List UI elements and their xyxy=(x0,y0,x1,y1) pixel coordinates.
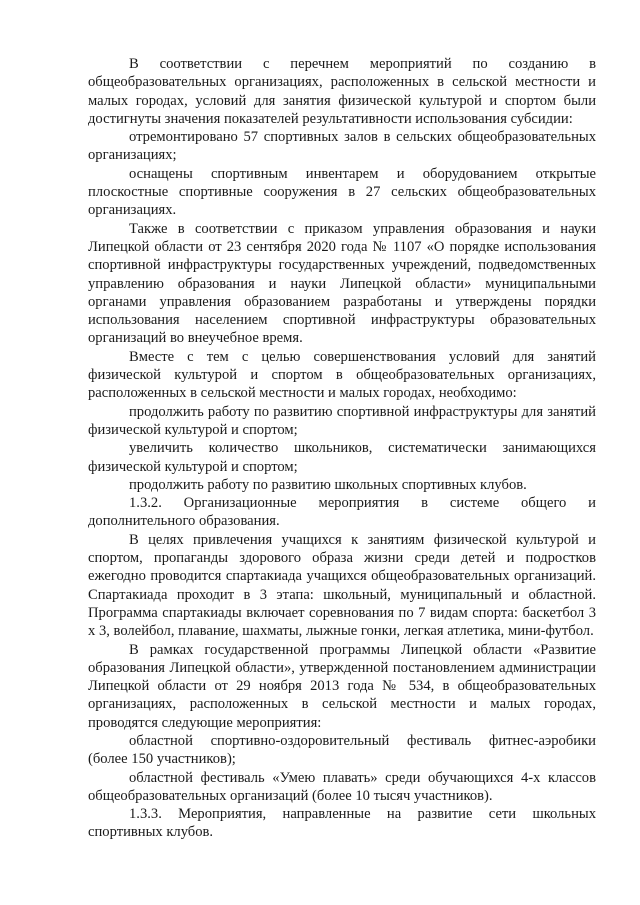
list-item-infrastructure-development: продолжить работу по развитию спортивной инфраструктуры для занятий физической культурой и спортом; xyxy=(88,403,596,438)
list-item-fitness-aerobics-festival: областной спортивно-оздоровительный фестиваль фитнес-аэробики (более 150 участников); xyxy=(88,732,596,768)
list-item-outdoor-facilities-equipped: оснащены спортивным инвентарем и оборудованием открытые плоскостные спортивные сооружения в 27 сельских общеобразовательных организациях. xyxy=(88,165,596,219)
list-item-swimming-festival: областной фестиваль «Умею плавать» среди обучающихся 4-х классов общеобразовательных организаций (более 10 тысяч участников). xyxy=(88,769,596,804)
paragraph-intro-subsidy-results: В соответствии с перечнем мероприятий по созданию в общеобразовательных организациях, расположенных в сельской местности и малых городах, условий для занятия физической культурой и спортом были достигнуты значения показателей результативности использования субсидии: xyxy=(88,56,596,127)
paragraph-state-program: В рамках государственной программы Липецкой области «Развитие образования Липецкой области», утвержденной постановлением администрации Липецкой области от 29 ноября 2013 года № 534, в общеобразовательных организациях, расположенных в сельской местности и малых городах, проводятся следующие мероприятия: xyxy=(88,641,596,731)
list-item-increase-students: увеличить количество школьников, систематически занимающихся физической культурой и спортом; xyxy=(88,440,596,475)
section-heading-1-3-2: 1.3.2. Организационные мероприятия в системе общего и дополнительного образования. xyxy=(88,495,596,530)
document-page xyxy=(88,55,596,842)
list-item-gyms-repaired: отремонтировано 57 спортивных залов в сельских общеобразовательных организациях; xyxy=(88,129,596,164)
section-heading-1-3-3: 1.3.3. Мероприятия, направленные на развитие сети школьных спортивных клубов. xyxy=(88,806,596,841)
paragraph-spartakiad: В целях привлечения учащихся к занятиям физической культурой и спортом, пропаганды здорового образа жизни среди детей и подростков ежегодно проводится спартакиада учащихся общеобразовательных организаций. Спартакиада проходит в 3 этапа: школьный, муниципальный и областной. Программа спартакиады включает соревнования по 7 видам спорта: баскетбол 3 х 3, волейбол, плавание, шахматы, лыжные гонки, легкая атлетика, мини-футбол. xyxy=(88,531,596,640)
list-item-school-sports-clubs: продолжить работу по развитию школьных спортивных клубов. xyxy=(129,476,527,493)
paragraph-order-1107: Также в соответствии с приказом управления образования и науки Липецкой области от 23 сентября 2020 года № 1107 «О порядке использования спортивной инфраструктуры государственных учреждений, подведомственных управлению образования и науки Липецкой области» муниципальными органами управления образованием разработаны и утверждены порядки использования населением спортивной инфраструктуры образовательных организаций во внеучебное время. xyxy=(88,220,596,347)
paragraph-necessary-measures: Вместе с тем с целью совершенствования условий для занятий физической культурой и спортом в общеобразовательных организациях, расположенных в сельской местности и малых городах, необходимо: xyxy=(88,348,596,402)
